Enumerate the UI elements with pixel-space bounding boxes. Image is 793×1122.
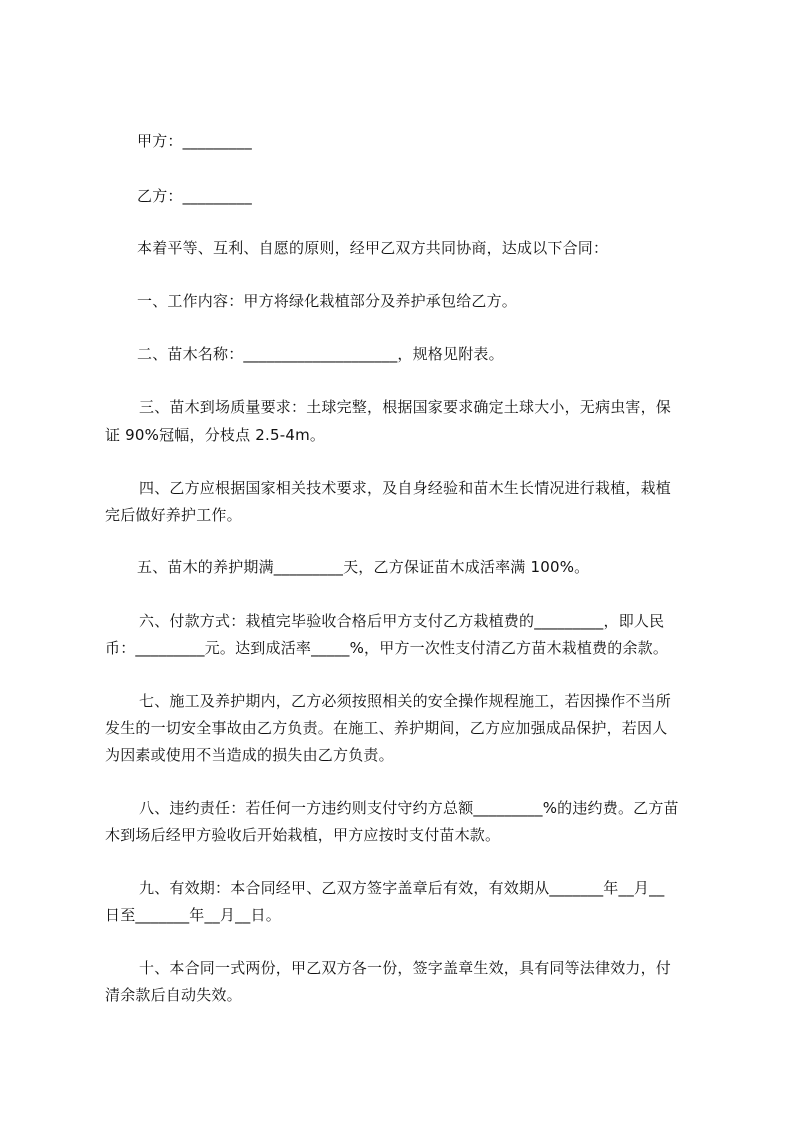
intro-paragraph: 本着平等、互利、自愿的原则，经甲乙双方共同协商，达成以下合同： <box>137 239 609 257</box>
clause-8-line-1: 八、违约责任：若任何一方违约则支付守约方总额_________%的违约费。乙方苗 <box>139 799 679 817</box>
party-b-line: 乙方：_________ <box>137 187 252 205</box>
clause-4-line-2: 完后做好养护工作。 <box>105 506 242 524</box>
clause-6-line-1: 六、付款方式：栽植完毕验收合格后甲方支付乙方栽植费的_________，即人民 <box>139 612 665 630</box>
clause-7-line-3: 为因素或使用不当造成的损失由乙方负责。 <box>105 746 394 764</box>
clause-5: 五、苗木的养护期满_________天，乙方保证苗木成活率满 100%。 <box>137 558 590 576</box>
clause-9-line-1: 九、有效期：本合同经甲、乙双方签字盖章后有效，有效期从_______年__月__ <box>139 879 665 897</box>
clause-3-line-2: 证 90%冠幅，分枝点 2.5-4m。 <box>105 426 326 444</box>
clause-8-line-2: 木到场后经甲方验收后开始栽植，甲方应按时支付苗木款。 <box>105 826 501 844</box>
clause-9-line-2: 日至_______年__月__日。 <box>105 906 281 924</box>
clause-10-line-2: 清余款后自动失效。 <box>105 986 242 1004</box>
clause-7-line-2: 发生的一切安全事故由乙方负责。在施工、养护期间，乙方应加强成品保护，若因人 <box>105 719 668 737</box>
clause-4-line-1: 四、乙方应根据国家相关技术要求，及自身经验和苗木生长情况进行栽植，栽植 <box>139 479 672 497</box>
clause-3-line-1: 三、苗木到场质量要求：土球完整，根据国家要求确定土球大小，无病虫害，保 <box>139 398 672 416</box>
clause-7-line-1: 七、施工及养护期内，乙方必须按照相关的安全操作规程施工，若因操作不当所 <box>139 692 672 710</box>
clause-6-line-2: 币：_________元。达到成活率_____%，甲方一次性支付清乙方苗木栽植费的余款。 <box>105 639 669 657</box>
clause-10-line-1: 十、本合同一式两份，甲乙双方各一份，签字盖章生效，具有同等法律效力，付 <box>139 959 672 977</box>
clause-1: 一、工作内容：甲方将绿化栽植部分及养护承包给乙方。 <box>137 292 518 310</box>
party-a-line: 甲方：_________ <box>137 132 252 150</box>
clause-2: 二、苗木名称：____________________，规格见附表。 <box>137 345 504 363</box>
